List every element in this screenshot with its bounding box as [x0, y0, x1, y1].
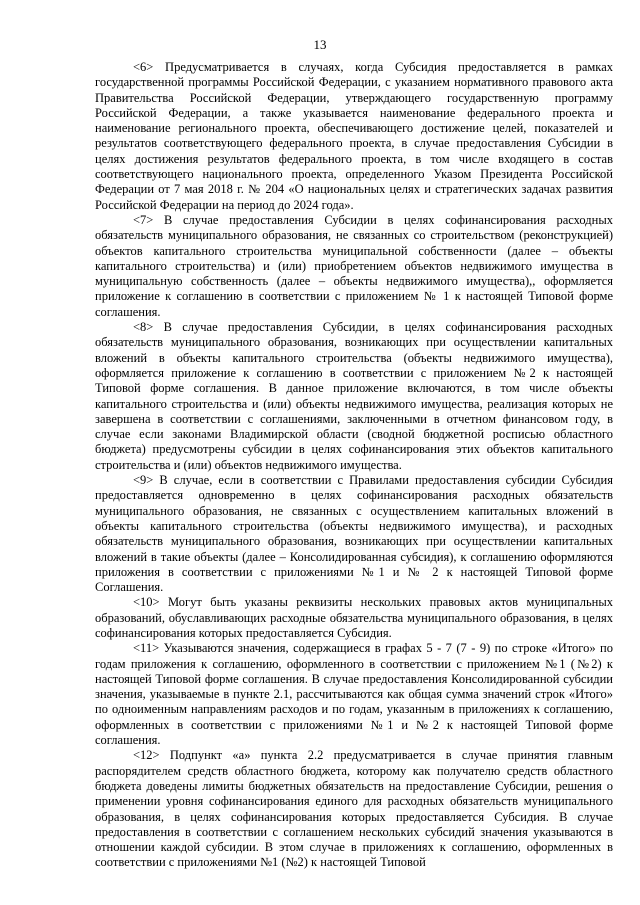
footnote-7: <7> В случае предоставления Субсидии в целях софинансирования расходных обязательств муниципального образования, не связанных со строительством (реконструкцией) объектов капитального строительства муниципальной собственности (далее – объекты капитального строительства) и (или) приобретением объектов недвижимого имущества в муниципальную собственность (далее – объекты недвижимого имущества),, оформляется приложение к соглашению в соответствии с приложением № 1 к настоящей Типовой форме соглашения.: [95, 212, 613, 319]
footnote-8: <8> В случае предоставления Субсидии, в целях софинансирования расходных обязательств муниципального образования, возникающих при осуществлении капитальных вложений в объекты капитального строительства (объекты недвижимого имущества), оформляется приложение к соглашению в соответствии с приложением №2 к настоящей Типовой форме соглашения. В данное приложение включаются, в том числе объекты капитального строительства и (или) объекты недвижимого имущества, реализация которых не завершена в соответствии с соглашениями, заключенными в отчетном финансовом году, в случае если законами Владимирской области (сводной бюджетной росписью областного бюджета) предусмотрены субсидии в целях софинансирования этих объектов капитального строительства и (или) объектов недвижимого имущества.: [95, 320, 613, 472]
footnote-9: <9> В случае, если в соответствии с Правилами предоставления субсидии Субсидия предоставляется одновременно в целях софинансирования расходных обязательств муниципального образования, не связанных с осуществлением капитальных вложений в объекты капитального строительства (объекты недвижимого имущества), и расходных обязательств муниципального образования, возникающих при осуществлении капитальных вложений в такие объекты (далее – Консолидированная субсидия), к соглашению оформляются приложения в соответствии с приложениями №1 и № 2 к настоящей Типовой форме Соглашения.: [95, 473, 613, 595]
footnote-12: <12> Подпункт «а» пункта 2.2 предусматривается в случае принятия главным распорядителем средств областного бюджета, которому как получателю средств областного бюджета доведены лимиты бюджетных обязательств на предоставление Субсидии, решения о применении уровня софинансирования единого для расходных обязательств муниципального образования, в целях софинансирования которых предоставляется Субсидия. В случае предоставления в соответствии с соглашением нескольких субсидий значения указываются в отношении каждой субсидии. В этом случае в приложениях к соглашению, оформленных в соответствии с приложениями №1 (№2) к настоящей Типовой: [95, 748, 613, 870]
footnote-10: <10> Могут быть указаны реквизиты нескольких правовых актов муниципальных образований, обуславливающих расходные обязательства муниципального образования, в целях софинансирования которых предоставляется Субсидия.: [95, 595, 613, 640]
footnote-11: <11> Указываются значения, содержащиеся в графах 5 - 7 (7 - 9) по строке «Итого» по годам приложения к соглашению, оформленного в соответствии с приложением №1 (№2) к настоящей Типовой форме соглашения. В случае предоставления Консолидированной субсидии значения, указываемые в пункте 2.1, рассчитываются как общая сумма значений строк «Итого» по одноименным направлениям расходов и по годам, указанным в приложениях к соглашению, оформленных в соответствии с приложениями №1 и №2 к настоящей Типовой форме соглашения.: [95, 641, 613, 748]
footnotes-body: [95, 60, 613, 871]
page-number: 13: [313, 37, 327, 52]
footnote-6: <6> Предусматривается в случаях, когда Субсидия предоставляется в рамках государственной программы Российской Федерации, с указанием нормативного правового акта Правительства Российской Федерации, утверждающего государственную программу Российской Федерации, а также указывается наименование федерального проекта и наименование регионального проекта, обеспечивающего достижение целей, показателей и результатов соответствующего федерального проекта, в случае предоставления Субсидии в целях достижения результатов федерального проекта, в том числе входящего в состав соответствующего национального проекта, определенного Указом Президента Российской Федерации от 7 мая 2018 г. № 204 «О национальных целях и стратегических задачах развития Российской Федерации на период до 2024 года».: [95, 60, 613, 212]
